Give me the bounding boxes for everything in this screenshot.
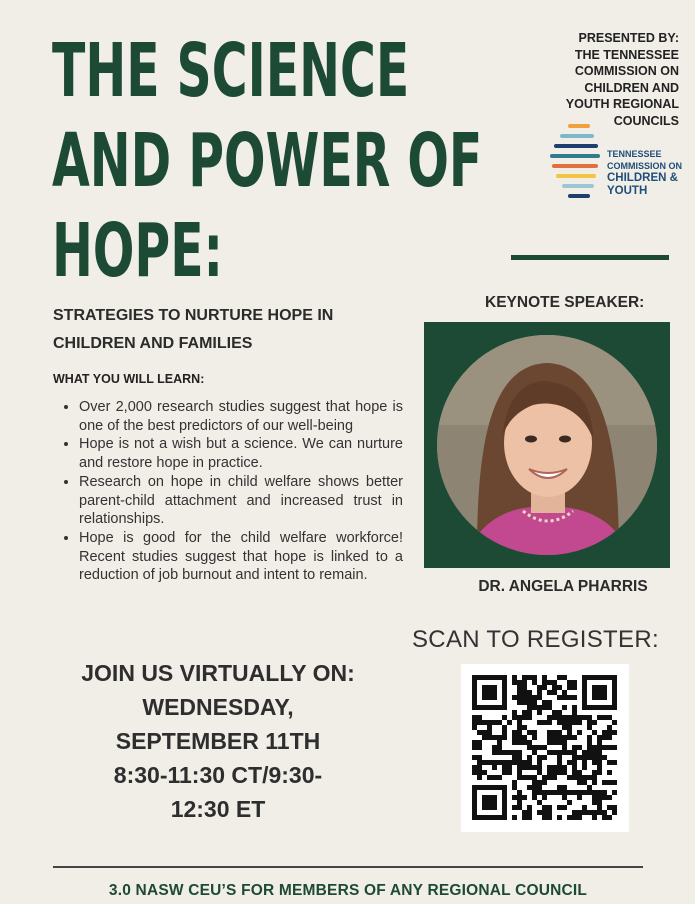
list-item: • Over 2,000 research studies suggest that hope is one of the best predictors of our well-being <box>79 398 403 435</box>
logo-line: CHILDREN & <box>607 172 678 184</box>
logo-wordmark <box>607 149 695 198</box>
logo-stripe <box>568 194 590 198</box>
flyer-title <box>52 26 483 296</box>
logo-stripe <box>554 144 598 148</box>
presented-by-line: YOUTH REGIONAL <box>565 97 679 111</box>
speaker-portrait-icon <box>437 335 657 555</box>
logo-line: TENNESSEE <box>607 149 662 159</box>
keynote-label: KEYNOTE SPEAKER: <box>485 294 645 311</box>
presented-by-line: COMMISSION ON <box>574 64 679 78</box>
logo-stripes <box>550 124 600 198</box>
presented-by-line: CHILDREN AND <box>584 80 679 95</box>
event-details <box>52 656 384 826</box>
qr-code-icon <box>461 664 629 832</box>
logo-stripe <box>552 164 598 168</box>
event-line: 12:30 ET <box>170 796 266 822</box>
registration-qr-code[interactable] <box>461 664 629 832</box>
speaker-name: DR. ANGELA PHARRIS <box>478 578 648 595</box>
list-item: • Hope is good for the child welfare workforce! Recent studies suggest that hope is linked to a reduction of job burnout and intent to remain. <box>79 529 403 585</box>
subtitle: STRATEGIES TO NURTURE HOPE IN CHILDREN AND FAMILIES <box>53 307 334 352</box>
event-line: WEDNESDAY, <box>142 694 294 720</box>
scan-label: SCAN TO REGISTER: <box>412 626 659 653</box>
logo-line: COMMISSION ON <box>607 160 683 171</box>
logo-stripe <box>560 134 594 138</box>
list-item: • Hope is not a wish but a science. We can nurture and restore hope in practice. <box>79 435 403 472</box>
learn-header: WHAT YOU WILL LEARN: <box>53 372 205 386</box>
logo-stripe <box>568 124 590 128</box>
divider <box>511 255 669 260</box>
event-line: 8:30-11:30 CT/9:30- <box>113 762 323 788</box>
bottom-divider <box>53 866 643 868</box>
speaker-photo-frame <box>424 322 670 568</box>
presented-by-line: PRESENTED BY: <box>578 31 679 45</box>
logo-stripe <box>550 154 600 158</box>
title-line: THE SCIENCE <box>52 28 410 114</box>
list-item: • Research on hope in child welfare shows better parent-child attachment and increased trust in relationships. <box>79 473 403 529</box>
learn-list <box>59 398 403 585</box>
presented-by-line: THE TENNESSEE <box>574 47 679 62</box>
speaker-photo <box>437 335 657 555</box>
logo-line: YOUTH <box>607 185 648 197</box>
event-line: JOIN US VIRTUALLY ON: <box>81 660 355 686</box>
presented-by-line: COUNCILS <box>613 113 679 128</box>
title-line: HOPE: <box>52 208 224 294</box>
presented-by <box>529 30 679 129</box>
title-line: AND POWER OF <box>52 118 483 204</box>
logo-stripe <box>556 174 596 178</box>
event-line: SEPTEMBER 11TH <box>115 728 321 754</box>
logo-stripe <box>562 184 594 188</box>
ceu-note: 3.0 NASW CEU’S FOR MEMBERS OF ANY REGIONAL COUNCIL <box>108 882 588 899</box>
